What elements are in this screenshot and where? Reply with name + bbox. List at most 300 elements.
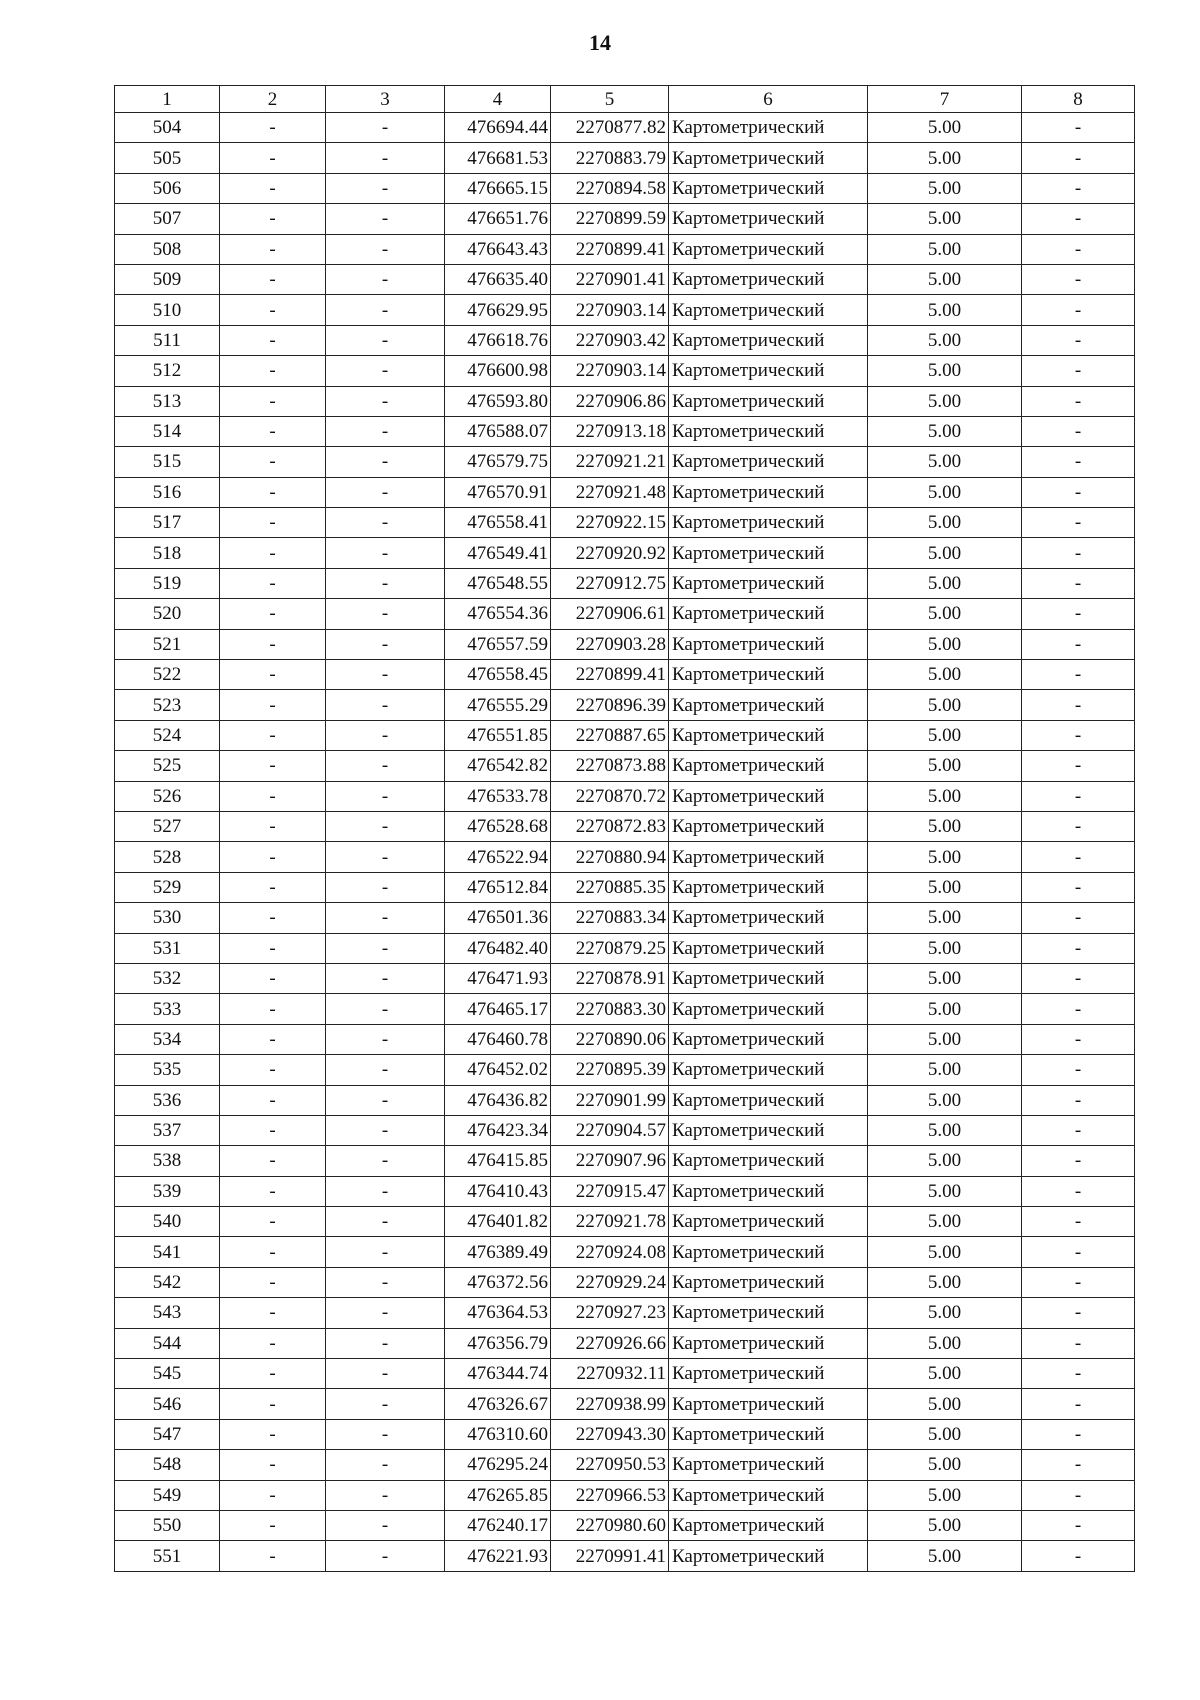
accuracy-cell: 5.00 [868, 690, 1022, 720]
point-number-cell: 547 [115, 1419, 220, 1449]
col8-cell: - [1022, 143, 1135, 173]
x-coordinate-cell: 476558.41 [445, 508, 551, 538]
col3-cell: - [326, 1207, 445, 1237]
method-cell: Картометрический [669, 1024, 868, 1054]
method-cell: Картометрический [669, 1207, 868, 1237]
col2-cell: - [220, 143, 326, 173]
col3-cell: - [326, 1085, 445, 1115]
y-coordinate-cell: 2270878.91 [551, 963, 669, 993]
table-row [115, 538, 1135, 568]
table-row [115, 629, 1135, 659]
col3-cell: - [326, 1510, 445, 1540]
table-row [115, 1359, 1135, 1389]
x-coordinate-cell: 476389.49 [445, 1237, 551, 1267]
col8-cell: - [1022, 204, 1135, 234]
col3-cell: - [326, 994, 445, 1024]
y-coordinate-cell: 2270966.53 [551, 1480, 669, 1510]
col2-cell: - [220, 204, 326, 234]
point-number-cell: 532 [115, 963, 220, 993]
col2-cell: - [220, 903, 326, 933]
table-row [115, 1176, 1135, 1206]
accuracy-cell: 5.00 [868, 295, 1022, 325]
col8-cell: - [1022, 325, 1135, 355]
method-cell: Картометрический [669, 1237, 868, 1267]
accuracy-cell: 5.00 [868, 842, 1022, 872]
x-coordinate-cell: 476533.78 [445, 781, 551, 811]
y-coordinate-cell: 2270922.15 [551, 508, 669, 538]
col2-cell: - [220, 660, 326, 690]
col2-cell: - [220, 356, 326, 386]
column-header: 1 [115, 86, 220, 113]
point-number-cell: 520 [115, 599, 220, 629]
point-number-cell: 539 [115, 1176, 220, 1206]
accuracy-cell: 5.00 [868, 325, 1022, 355]
col3-cell: - [326, 903, 445, 933]
point-number-cell: 510 [115, 295, 220, 325]
col2-cell: - [220, 1055, 326, 1085]
accuracy-cell: 5.00 [868, 234, 1022, 264]
col2-cell: - [220, 994, 326, 1024]
table-row [115, 872, 1135, 902]
table-row [115, 1085, 1135, 1115]
point-number-cell: 517 [115, 508, 220, 538]
method-cell: Картометрический [669, 356, 868, 386]
col2-cell: - [220, 1389, 326, 1419]
y-coordinate-cell: 2270890.06 [551, 1024, 669, 1054]
col2-cell: - [220, 264, 326, 294]
point-number-cell: 548 [115, 1450, 220, 1480]
col3-cell: - [326, 1146, 445, 1176]
x-coordinate-cell: 476542.82 [445, 751, 551, 781]
table-row [115, 234, 1135, 264]
method-cell: Картометрический [669, 1085, 868, 1115]
col8-cell: - [1022, 1237, 1135, 1267]
col3-cell: - [326, 1237, 445, 1267]
accuracy-cell: 5.00 [868, 751, 1022, 781]
y-coordinate-cell: 2270879.25 [551, 933, 669, 963]
col8-cell: - [1022, 416, 1135, 446]
col2-cell: - [220, 477, 326, 507]
x-coordinate-cell: 476436.82 [445, 1085, 551, 1115]
table-row [115, 903, 1135, 933]
method-cell: Картометрический [669, 1419, 868, 1449]
table-row [115, 1450, 1135, 1480]
point-number-cell: 524 [115, 720, 220, 750]
y-coordinate-cell: 2270929.24 [551, 1267, 669, 1297]
table-row [115, 994, 1135, 1024]
method-cell: Картометрический [669, 113, 868, 143]
point-number-cell: 513 [115, 386, 220, 416]
x-coordinate-cell: 476364.53 [445, 1298, 551, 1328]
method-cell: Картометрический [669, 1359, 868, 1389]
x-coordinate-cell: 476423.34 [445, 1115, 551, 1145]
x-coordinate-cell: 476570.91 [445, 477, 551, 507]
point-number-cell: 509 [115, 264, 220, 294]
accuracy-cell: 5.00 [868, 629, 1022, 659]
method-cell: Картометрический [669, 1328, 868, 1358]
col8-cell: - [1022, 113, 1135, 143]
table-row [115, 690, 1135, 720]
col8-cell: - [1022, 933, 1135, 963]
col3-cell: - [326, 842, 445, 872]
accuracy-cell: 5.00 [868, 1450, 1022, 1480]
x-coordinate-cell: 476326.67 [445, 1389, 551, 1419]
y-coordinate-cell: 2270872.83 [551, 811, 669, 841]
accuracy-cell: 5.00 [868, 1207, 1022, 1237]
method-cell: Картометрический [669, 477, 868, 507]
accuracy-cell: 5.00 [868, 173, 1022, 203]
method-cell: Картометрический [669, 994, 868, 1024]
method-cell: Картометрический [669, 1541, 868, 1571]
x-coordinate-cell: 476221.93 [445, 1541, 551, 1571]
col8-cell: - [1022, 1115, 1135, 1145]
method-cell: Картометрический [669, 1298, 868, 1328]
method-cell: Картометрический [669, 872, 868, 902]
method-cell: Картометрический [669, 811, 868, 841]
method-cell: Картометрический [669, 264, 868, 294]
col2-cell: - [220, 325, 326, 355]
col2-cell: - [220, 1267, 326, 1297]
point-number-cell: 521 [115, 629, 220, 659]
x-coordinate-cell: 476629.95 [445, 295, 551, 325]
point-number-cell: 540 [115, 1207, 220, 1237]
x-coordinate-cell: 476512.84 [445, 872, 551, 902]
accuracy-cell: 5.00 [868, 1419, 1022, 1449]
point-number-cell: 512 [115, 356, 220, 386]
y-coordinate-cell: 2270903.14 [551, 356, 669, 386]
method-cell: Картометрический [669, 781, 868, 811]
table-row [115, 143, 1135, 173]
point-number-cell: 545 [115, 1359, 220, 1389]
col3-cell: - [326, 356, 445, 386]
col2-cell: - [220, 1480, 326, 1510]
col3-cell: - [326, 933, 445, 963]
point-number-cell: 528 [115, 842, 220, 872]
table-row [115, 1024, 1135, 1054]
col8-cell: - [1022, 234, 1135, 264]
table-row [115, 325, 1135, 355]
column-header: 7 [868, 86, 1022, 113]
col3-cell: - [326, 781, 445, 811]
col2-cell: - [220, 295, 326, 325]
method-cell: Картометрический [669, 1146, 868, 1176]
col3-cell: - [326, 1024, 445, 1054]
accuracy-cell: 5.00 [868, 811, 1022, 841]
table-row [115, 1510, 1135, 1540]
x-coordinate-cell: 476557.59 [445, 629, 551, 659]
method-cell: Картометрический [669, 204, 868, 234]
x-coordinate-cell: 476401.82 [445, 1207, 551, 1237]
point-number-cell: 525 [115, 751, 220, 781]
col2-cell: - [220, 1237, 326, 1267]
x-coordinate-cell: 476579.75 [445, 447, 551, 477]
x-coordinate-cell: 476618.76 [445, 325, 551, 355]
table-row [115, 660, 1135, 690]
accuracy-cell: 5.00 [868, 599, 1022, 629]
y-coordinate-cell: 2270938.99 [551, 1389, 669, 1419]
point-number-cell: 533 [115, 994, 220, 1024]
table-row [115, 1146, 1135, 1176]
col3-cell: - [326, 690, 445, 720]
x-coordinate-cell: 476295.24 [445, 1450, 551, 1480]
col3-cell: - [326, 113, 445, 143]
point-number-cell: 546 [115, 1389, 220, 1419]
col2-cell: - [220, 386, 326, 416]
point-number-cell: 541 [115, 1237, 220, 1267]
col2-cell: - [220, 1146, 326, 1176]
col2-cell: - [220, 1419, 326, 1449]
accuracy-cell: 5.00 [868, 1328, 1022, 1358]
col8-cell: - [1022, 1328, 1135, 1358]
col3-cell: - [326, 872, 445, 902]
col3-cell: - [326, 386, 445, 416]
accuracy-cell: 5.00 [868, 264, 1022, 294]
accuracy-cell: 5.00 [868, 538, 1022, 568]
col3-cell: - [326, 447, 445, 477]
col8-cell: - [1022, 1450, 1135, 1480]
col2-cell: - [220, 963, 326, 993]
x-coordinate-cell: 476460.78 [445, 1024, 551, 1054]
col8-cell: - [1022, 447, 1135, 477]
accuracy-cell: 5.00 [868, 1389, 1022, 1419]
accuracy-cell: 5.00 [868, 1298, 1022, 1328]
point-number-cell: 508 [115, 234, 220, 264]
table-row [115, 781, 1135, 811]
point-number-cell: 530 [115, 903, 220, 933]
col8-cell: - [1022, 1146, 1135, 1176]
point-number-cell: 507 [115, 204, 220, 234]
y-coordinate-cell: 2270896.39 [551, 690, 669, 720]
accuracy-cell: 5.00 [868, 994, 1022, 1024]
y-coordinate-cell: 2270903.42 [551, 325, 669, 355]
method-cell: Картометрический [669, 1450, 868, 1480]
col3-cell: - [326, 508, 445, 538]
col8-cell: - [1022, 173, 1135, 203]
accuracy-cell: 5.00 [868, 1510, 1022, 1540]
method-cell: Картометрический [669, 690, 868, 720]
table-row [115, 356, 1135, 386]
point-number-cell: 515 [115, 447, 220, 477]
table-row [115, 1055, 1135, 1085]
accuracy-cell: 5.00 [868, 143, 1022, 173]
col2-cell: - [220, 1085, 326, 1115]
col8-cell: - [1022, 690, 1135, 720]
col8-cell: - [1022, 720, 1135, 750]
column-header: 8 [1022, 86, 1135, 113]
col3-cell: - [326, 295, 445, 325]
table-body [115, 113, 1135, 1572]
point-number-cell: 544 [115, 1328, 220, 1358]
col8-cell: - [1022, 1480, 1135, 1510]
table-row [115, 568, 1135, 598]
col3-cell: - [326, 477, 445, 507]
table-row [115, 811, 1135, 841]
table-row [115, 1389, 1135, 1419]
accuracy-cell: 5.00 [868, 933, 1022, 963]
y-coordinate-cell: 2270883.34 [551, 903, 669, 933]
accuracy-cell: 5.00 [868, 1085, 1022, 1115]
col3-cell: - [326, 1389, 445, 1419]
point-number-cell: 504 [115, 113, 220, 143]
y-coordinate-cell: 2270921.21 [551, 447, 669, 477]
accuracy-cell: 5.00 [868, 1115, 1022, 1145]
col8-cell: - [1022, 1510, 1135, 1540]
y-coordinate-cell: 2270912.75 [551, 568, 669, 598]
col2-cell: - [220, 751, 326, 781]
x-coordinate-cell: 476465.17 [445, 994, 551, 1024]
col2-cell: - [220, 447, 326, 477]
col8-cell: - [1022, 811, 1135, 841]
col8-cell: - [1022, 1024, 1135, 1054]
method-cell: Картометрический [669, 1267, 868, 1297]
table-row [115, 751, 1135, 781]
col3-cell: - [326, 599, 445, 629]
method-cell: Картометрический [669, 295, 868, 325]
y-coordinate-cell: 2270903.14 [551, 295, 669, 325]
y-coordinate-cell: 2270932.11 [551, 1359, 669, 1389]
col8-cell: - [1022, 963, 1135, 993]
table-row [115, 508, 1135, 538]
x-coordinate-cell: 476555.29 [445, 690, 551, 720]
method-cell: Картометрический [669, 173, 868, 203]
col2-cell: - [220, 1298, 326, 1328]
method-cell: Картометрический [669, 1115, 868, 1145]
col8-cell: - [1022, 842, 1135, 872]
y-coordinate-cell: 2270906.86 [551, 386, 669, 416]
y-coordinate-cell: 2270980.60 [551, 1510, 669, 1540]
accuracy-cell: 5.00 [868, 1237, 1022, 1267]
col3-cell: - [326, 963, 445, 993]
col3-cell: - [326, 1359, 445, 1389]
col3-cell: - [326, 568, 445, 598]
col8-cell: - [1022, 508, 1135, 538]
col8-cell: - [1022, 629, 1135, 659]
x-coordinate-cell: 476665.15 [445, 173, 551, 203]
x-coordinate-cell: 476471.93 [445, 963, 551, 993]
col2-cell: - [220, 1541, 326, 1571]
y-coordinate-cell: 2270927.23 [551, 1298, 669, 1328]
accuracy-cell: 5.00 [868, 720, 1022, 750]
x-coordinate-cell: 476372.56 [445, 1267, 551, 1297]
y-coordinate-cell: 2270926.66 [551, 1328, 669, 1358]
x-coordinate-cell: 476265.85 [445, 1480, 551, 1510]
table-row [115, 477, 1135, 507]
x-coordinate-cell: 476240.17 [445, 1510, 551, 1540]
col2-cell: - [220, 508, 326, 538]
y-coordinate-cell: 2270907.96 [551, 1146, 669, 1176]
x-coordinate-cell: 476635.40 [445, 264, 551, 294]
method-cell: Картометрический [669, 1510, 868, 1540]
column-header: 4 [445, 86, 551, 113]
x-coordinate-cell: 476344.74 [445, 1359, 551, 1389]
col8-cell: - [1022, 660, 1135, 690]
col2-cell: - [220, 538, 326, 568]
x-coordinate-cell: 476694.44 [445, 113, 551, 143]
col8-cell: - [1022, 1389, 1135, 1419]
point-number-cell: 514 [115, 416, 220, 446]
method-cell: Картометрический [669, 933, 868, 963]
method-cell: Картометрический [669, 143, 868, 173]
y-coordinate-cell: 2270883.79 [551, 143, 669, 173]
method-cell: Картометрический [669, 903, 868, 933]
accuracy-cell: 5.00 [868, 204, 1022, 234]
x-coordinate-cell: 476588.07 [445, 416, 551, 446]
col2-cell: - [220, 113, 326, 143]
method-cell: Картометрический [669, 447, 868, 477]
point-number-cell: 549 [115, 1480, 220, 1510]
point-number-cell: 538 [115, 1146, 220, 1176]
col8-cell: - [1022, 872, 1135, 902]
table-header-row [115, 86, 1135, 113]
col8-cell: - [1022, 599, 1135, 629]
accuracy-cell: 5.00 [868, 1176, 1022, 1206]
x-coordinate-cell: 476593.80 [445, 386, 551, 416]
col3-cell: - [326, 1267, 445, 1297]
accuracy-cell: 5.00 [868, 781, 1022, 811]
point-number-cell: 526 [115, 781, 220, 811]
col8-cell: - [1022, 1298, 1135, 1328]
col8-cell: - [1022, 994, 1135, 1024]
col3-cell: - [326, 1176, 445, 1206]
col3-cell: - [326, 1298, 445, 1328]
col8-cell: - [1022, 386, 1135, 416]
y-coordinate-cell: 2270921.78 [551, 1207, 669, 1237]
method-cell: Картометрический [669, 751, 868, 781]
point-number-cell: 537 [115, 1115, 220, 1145]
x-coordinate-cell: 476600.98 [445, 356, 551, 386]
col8-cell: - [1022, 1419, 1135, 1449]
table-row [115, 1541, 1135, 1571]
col8-cell: - [1022, 538, 1135, 568]
method-cell: Картометрический [669, 1055, 868, 1085]
point-number-cell: 534 [115, 1024, 220, 1054]
x-coordinate-cell: 476522.94 [445, 842, 551, 872]
accuracy-cell: 5.00 [868, 508, 1022, 538]
col8-cell: - [1022, 295, 1135, 325]
y-coordinate-cell: 2270899.41 [551, 234, 669, 264]
col2-cell: - [220, 933, 326, 963]
accuracy-cell: 5.00 [868, 477, 1022, 507]
y-coordinate-cell: 2270991.41 [551, 1541, 669, 1571]
x-coordinate-cell: 476310.60 [445, 1419, 551, 1449]
col2-cell: - [220, 720, 326, 750]
column-header: 5 [551, 86, 669, 113]
accuracy-cell: 5.00 [868, 1024, 1022, 1054]
y-coordinate-cell: 2270920.92 [551, 538, 669, 568]
x-coordinate-cell: 476410.43 [445, 1176, 551, 1206]
method-cell: Картометрический [669, 963, 868, 993]
col8-cell: - [1022, 477, 1135, 507]
table-row [115, 599, 1135, 629]
accuracy-cell: 5.00 [868, 1480, 1022, 1510]
col8-cell: - [1022, 1541, 1135, 1571]
method-cell: Картометрический [669, 720, 868, 750]
y-coordinate-cell: 2270950.53 [551, 1450, 669, 1480]
col8-cell: - [1022, 1055, 1135, 1085]
col2-cell: - [220, 781, 326, 811]
col8-cell: - [1022, 568, 1135, 598]
accuracy-cell: 5.00 [868, 1541, 1022, 1571]
table-row [115, 1207, 1135, 1237]
accuracy-cell: 5.00 [868, 1267, 1022, 1297]
x-coordinate-cell: 476549.41 [445, 538, 551, 568]
method-cell: Картометрический [669, 660, 868, 690]
y-coordinate-cell: 2270913.18 [551, 416, 669, 446]
col8-cell: - [1022, 751, 1135, 781]
col3-cell: - [326, 264, 445, 294]
x-coordinate-cell: 476415.85 [445, 1146, 551, 1176]
y-coordinate-cell: 2270899.41 [551, 660, 669, 690]
